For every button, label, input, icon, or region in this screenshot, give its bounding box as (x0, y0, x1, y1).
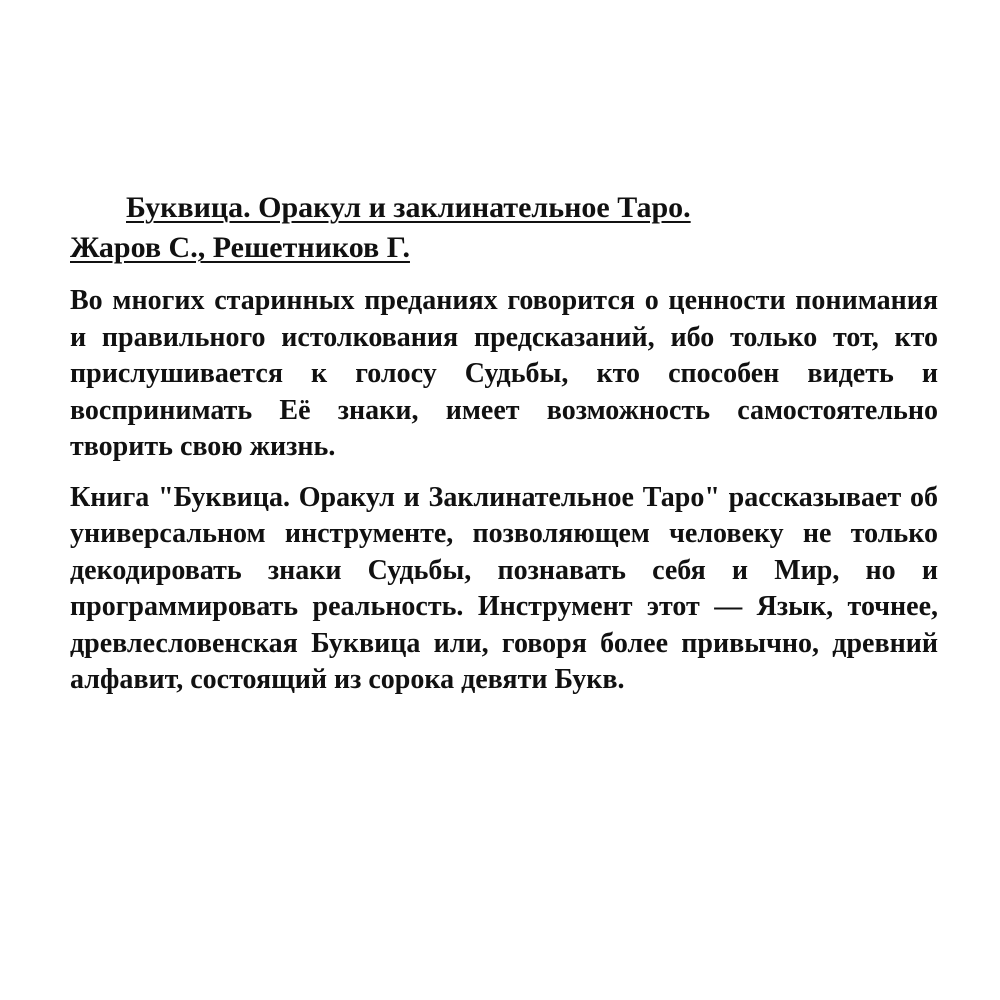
title-line (70, 188, 938, 228)
document-body (70, 188, 938, 699)
book-authors: Жаров С., Решетников Г. (70, 231, 410, 264)
document-title (70, 188, 938, 268)
paragraph-description: Книга "Буквица. Оракул и Заклинательное Таро" рассказывает об универсальном инструменте, позволяющем человеку не только декодировать знаки Судьбы, познавать себя и Мир, но и программировать реальность. Инструмент этот — Язык, точнее, древлесловенская Буквица или, говоря более привычно, древний алфавит, состоящий из сорока девяти Букв. (70, 481, 938, 695)
title-line (70, 228, 938, 268)
book-title: Буквица. Оракул и заклинательное Таро. (126, 191, 691, 224)
paragraph-intro: Во многих старинных преданиях говорится о ценности понимания и правильного истолкования предсказаний, ибо только тот, кто прислушивается к голосу Судьбы, кто способен видеть и воспринимать Её знаки, имеет возможность самостоятельно творить свою жизнь. (70, 285, 938, 462)
